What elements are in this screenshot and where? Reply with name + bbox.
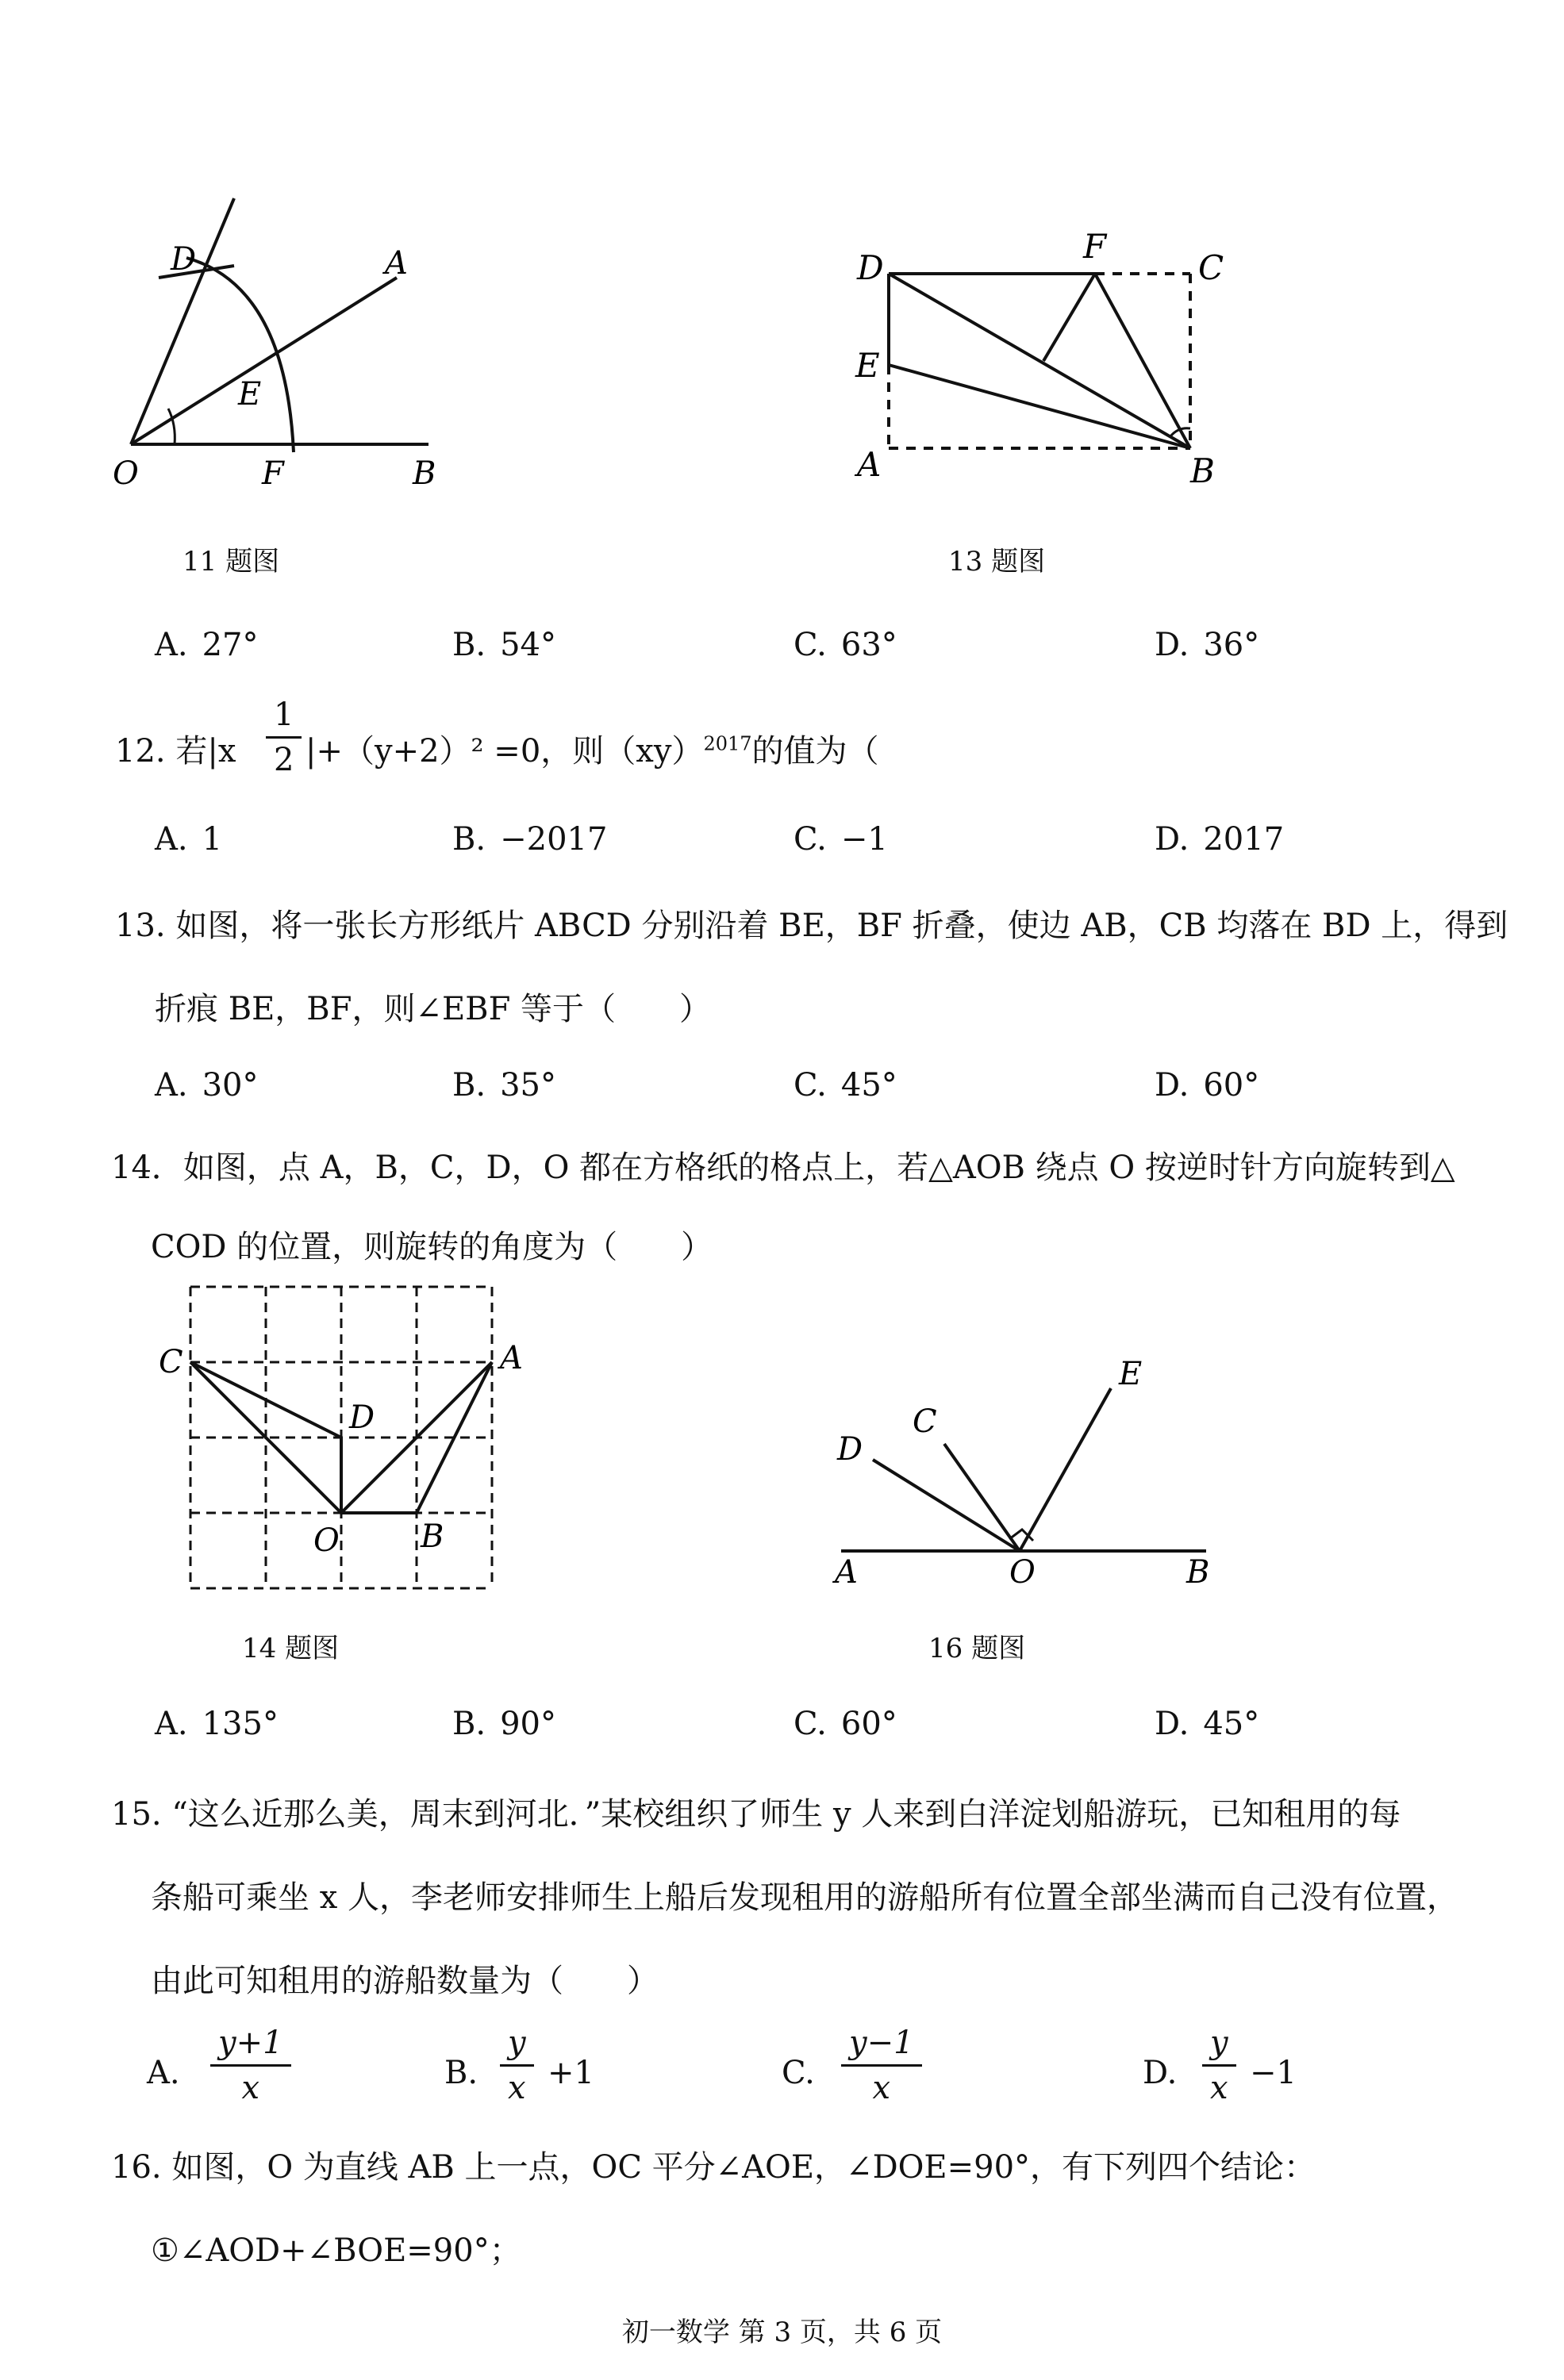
q16-stem-line1: 16. 如图，O 为直线 AB 上一点，OC 平分∠AOE，∠DOE=90°，有下列四个结论： — [111, 2149, 1316, 2186]
q14-option-d[interactable]: D. 45° — [1155, 1706, 1260, 1742]
label-c: C — [1198, 248, 1224, 287]
label-e: E — [1119, 1356, 1143, 1392]
ray-od — [131, 198, 234, 444]
q15-option-b-label[interactable]: B. — [444, 2055, 478, 2091]
label-d: D — [171, 241, 197, 278]
q14-stem-line1: 14．如图，点 A，B，C，D，O 都在方格纸的格点上，若△AOB 绕点 O 按逆时针方向旋转到△ — [111, 1150, 1455, 1186]
q12-stem: 12. 若|x — [115, 733, 236, 770]
q12-option-c[interactable]: C. −1 — [794, 821, 888, 858]
caption-fig-14: 14 题图 — [242, 1633, 340, 1664]
ray-oe — [1020, 1388, 1111, 1551]
q16-conclusion-1: ①∠AOD+∠BOE=90°； — [151, 2232, 521, 2269]
label-o: O — [1009, 1554, 1036, 1591]
q12-fraction: $\frac{1}{2}$ — [266, 697, 302, 778]
q15-option-b-suffix: +1 — [548, 2055, 594, 2091]
q12-option-b[interactable]: B. −2017 — [452, 821, 608, 858]
label-d: D — [349, 1399, 375, 1436]
label-c: C — [159, 1344, 183, 1380]
q11-option-b[interactable]: B. 54° — [452, 627, 557, 663]
q13-stem-line1: 13. 如图，将一张长方形纸片 ABCD 分别沿着 BE，BF 折叠，使边 AB，CB 均落在 BD 上，得到 — [115, 908, 1508, 944]
q13-stem-line2: 折痕 BE，BF，则∠EBF 等于（ ） — [155, 991, 712, 1027]
q14-stem-line2: COD 的位置，则旋转的角度为（ ） — [151, 1229, 713, 1265]
caption-fig-16: 16 题图 — [928, 1633, 1026, 1664]
label-d: D — [857, 248, 884, 287]
label-e: E — [238, 376, 262, 413]
figure-11 — [103, 190, 476, 492]
label-o: O — [313, 1522, 340, 1559]
crease-be — [889, 365, 1190, 448]
q15-option-a-label[interactable]: A. — [147, 2055, 180, 2091]
q15-stem-line3: 由此可知租用的游船数量为（ ） — [151, 1963, 659, 1999]
caption-fig-11: 11 题图 — [183, 546, 280, 578]
q13-option-a[interactable]: A. 30° — [155, 1067, 259, 1104]
q15-option-c-label[interactable]: C. — [782, 2055, 815, 2091]
q12-option-d[interactable]: D. 2017 — [1155, 821, 1285, 858]
label-a: A — [385, 245, 408, 282]
label-d: D — [837, 1431, 863, 1468]
figure-14 — [151, 1277, 548, 1603]
label-f: F — [1083, 227, 1107, 266]
label-a: A — [500, 1340, 523, 1376]
label-f: F — [262, 455, 284, 492]
q15-option-d-suffix: −1 — [1250, 2055, 1297, 2091]
label-b: B — [421, 1518, 444, 1555]
figure-13 — [841, 222, 1238, 492]
q15-option-b-fraction[interactable]: $\frac{y}{x}$ — [500, 2025, 534, 2106]
diagonal-bd — [889, 274, 1190, 448]
q13-option-d[interactable]: D. 60° — [1155, 1067, 1260, 1104]
label-a: A — [835, 1554, 858, 1591]
q12-option-a[interactable]: A. 1 — [155, 821, 223, 858]
figure-16 — [825, 1341, 1238, 1595]
q13-option-b[interactable]: B. 35° — [452, 1067, 557, 1104]
q15-option-d-label[interactable]: D. — [1143, 2055, 1178, 2091]
ray-od — [873, 1460, 1020, 1551]
q15-option-a-fraction[interactable]: $\frac{y+1}{x}$ — [210, 2025, 291, 2106]
label-c: C — [913, 1403, 937, 1440]
label-e: E — [855, 346, 880, 385]
q14-option-b[interactable]: B. 90° — [452, 1706, 557, 1742]
ray-oc — [944, 1444, 1020, 1551]
arc-df — [186, 258, 294, 452]
q14-option-a[interactable]: A. 135° — [155, 1706, 279, 1742]
angle-mark — [168, 409, 175, 444]
q13-option-c[interactable]: C. 45° — [794, 1067, 897, 1104]
label-a: A — [857, 445, 882, 484]
ray-oa — [131, 278, 397, 444]
q15-option-c-fraction[interactable]: $\frac{y-1}{x}$ — [841, 2025, 922, 2106]
q11-option-a[interactable]: A. 27° — [155, 627, 259, 663]
label-b: B — [1186, 1554, 1210, 1591]
label-b: B — [1190, 451, 1215, 490]
q12-stem-rest: |+（y+2）² =0，则（xy）$^{2017}$的值为（ — [305, 732, 879, 770]
q15-stem-line1: 15. “这么近那么美，周末到河北．”某校组织了师生 y 人来到白洋淀划船游玩，已知租用的每 — [111, 1796, 1401, 1833]
caption-fig-13: 13 题图 — [948, 546, 1046, 578]
q15-stem-line2: 条船可乘坐 x 人，李老师安排师生上船后发现租用的游船所有位置全部坐满而自己没有位置， — [151, 1879, 1458, 1916]
q14-option-c[interactable]: C. 60° — [794, 1706, 897, 1742]
label-o: O — [113, 455, 139, 492]
q15-option-d-fraction[interactable]: $\frac{y}{x}$ — [1202, 2025, 1236, 2106]
label-b: B — [413, 455, 436, 492]
q11-option-c[interactable]: C. 63° — [794, 627, 897, 663]
q11-option-d[interactable]: D. 36° — [1155, 627, 1260, 663]
page-footer: 初一数学 第 3 页，共 6 页 — [621, 2317, 943, 2348]
